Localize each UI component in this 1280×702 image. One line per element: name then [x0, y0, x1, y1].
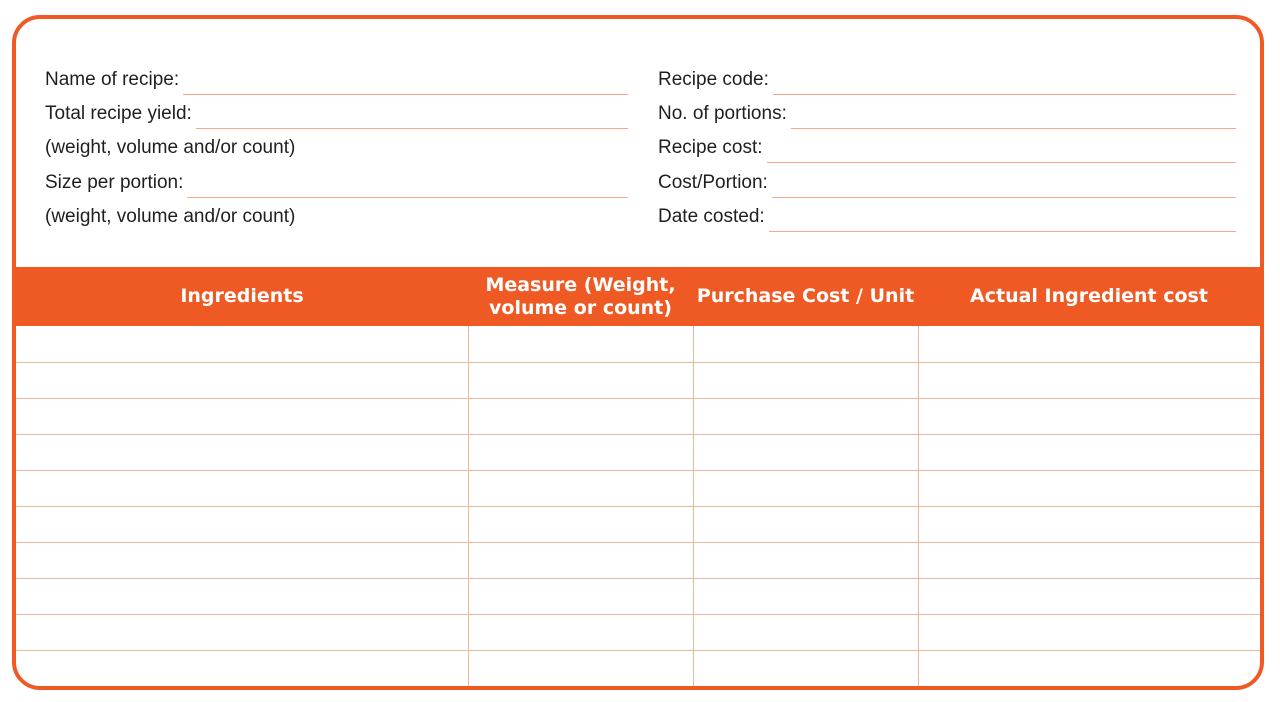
- ingredient-cell[interactable]: [16, 362, 468, 398]
- measure-cell[interactable]: [468, 434, 693, 470]
- portions-field[interactable]: [791, 108, 1236, 129]
- purchase-cost-cell[interactable]: [693, 614, 918, 650]
- purchase-cost-cell[interactable]: [693, 506, 918, 542]
- measure-cell[interactable]: [468, 470, 693, 506]
- ingredient-cell[interactable]: [16, 650, 468, 686]
- actual-cost-cell[interactable]: [918, 326, 1260, 362]
- recipe-cost-label: Recipe cost:: [658, 137, 763, 158]
- purchase-cost-cell[interactable]: [693, 398, 918, 434]
- recipe-code-row: [658, 65, 1236, 91]
- portions-label: No. of portions:: [658, 103, 787, 124]
- recipe-cost-field[interactable]: [767, 142, 1236, 163]
- actual-cost-cell[interactable]: [918, 542, 1260, 578]
- measure-cell[interactable]: [468, 614, 693, 650]
- measure-cell[interactable]: [468, 650, 693, 686]
- date-costed-label: Date costed:: [658, 206, 765, 227]
- portion-size-row: [45, 168, 628, 194]
- purchase-cost-cell[interactable]: [693, 434, 918, 470]
- total-yield-row: [45, 99, 628, 125]
- cost-per-portion-row: [658, 168, 1236, 194]
- actual-cost-cell[interactable]: [918, 614, 1260, 650]
- portion-hint-row: [45, 202, 628, 228]
- actual-cost-cell[interactable]: [918, 434, 1260, 470]
- date-costed-field[interactable]: [769, 211, 1236, 232]
- purchase-cost-cell[interactable]: [693, 650, 918, 686]
- actual-cost-cell[interactable]: [918, 578, 1260, 614]
- header-purchase-cost: Purchase Cost / Unit: [696, 285, 915, 307]
- portion-size-field[interactable]: [187, 177, 628, 198]
- ingredient-table-body: [16, 326, 1260, 686]
- measure-cell[interactable]: [468, 326, 693, 362]
- actual-cost-cell[interactable]: [918, 362, 1260, 398]
- yield-hint-label: (weight, volume and/or count): [45, 137, 296, 158]
- cost-per-portion-field[interactable]: [772, 177, 1236, 198]
- ingredient-cell[interactable]: [16, 542, 468, 578]
- recipe-cost-row: [658, 133, 1236, 159]
- purchase-cost-cell[interactable]: [693, 578, 918, 614]
- portion-size-label: Size per portion:: [45, 172, 184, 193]
- portions-row: [658, 99, 1236, 125]
- ingredient-cell[interactable]: [16, 614, 468, 650]
- measure-cell[interactable]: [468, 578, 693, 614]
- header-actual-cost: Actual Ingredient cost: [970, 285, 1208, 307]
- measure-cell[interactable]: [468, 506, 693, 542]
- actual-cost-cell[interactable]: [918, 650, 1260, 686]
- measure-cell[interactable]: [468, 362, 693, 398]
- purchase-cost-cell[interactable]: [693, 326, 918, 362]
- measure-cell[interactable]: [468, 398, 693, 434]
- purchase-cost-cell[interactable]: [693, 542, 918, 578]
- actual-cost-cell[interactable]: [918, 398, 1260, 434]
- ingredient-cell[interactable]: [16, 470, 468, 506]
- table-header: [16, 267, 1260, 326]
- recipe-code-label: Recipe code:: [658, 69, 769, 90]
- header-ingredients: Ingredients: [180, 285, 304, 307]
- total-yield-label: Total recipe yield:: [45, 103, 192, 124]
- purchase-cost-cell[interactable]: [693, 362, 918, 398]
- recipe-name-label: Name of recipe:: [45, 69, 180, 90]
- recipe-name-field[interactable]: [183, 74, 628, 95]
- measure-cell[interactable]: [468, 542, 693, 578]
- recipe-name-row: [45, 65, 628, 91]
- recipe-info-section: [16, 19, 1260, 267]
- ingredient-cell[interactable]: [16, 578, 468, 614]
- portion-hint-label: (weight, volume and/or count): [45, 206, 296, 227]
- purchase-cost-cell[interactable]: [693, 470, 918, 506]
- recipe-costing-card: [12, 15, 1264, 690]
- recipe-code-field[interactable]: [773, 74, 1236, 95]
- date-costed-row: [658, 202, 1236, 228]
- ingredient-cell[interactable]: [16, 398, 468, 434]
- header-measure: Measure (Weight, volume or count): [485, 273, 676, 319]
- total-yield-field[interactable]: [196, 108, 628, 129]
- ingredient-cell[interactable]: [16, 326, 468, 362]
- actual-cost-cell[interactable]: [918, 506, 1260, 542]
- actual-cost-cell[interactable]: [918, 470, 1260, 506]
- ingredient-cell[interactable]: [16, 506, 468, 542]
- ingredient-cell[interactable]: [16, 434, 468, 470]
- cost-per-portion-label: Cost/Portion:: [658, 172, 768, 193]
- yield-hint-row: [45, 133, 628, 159]
